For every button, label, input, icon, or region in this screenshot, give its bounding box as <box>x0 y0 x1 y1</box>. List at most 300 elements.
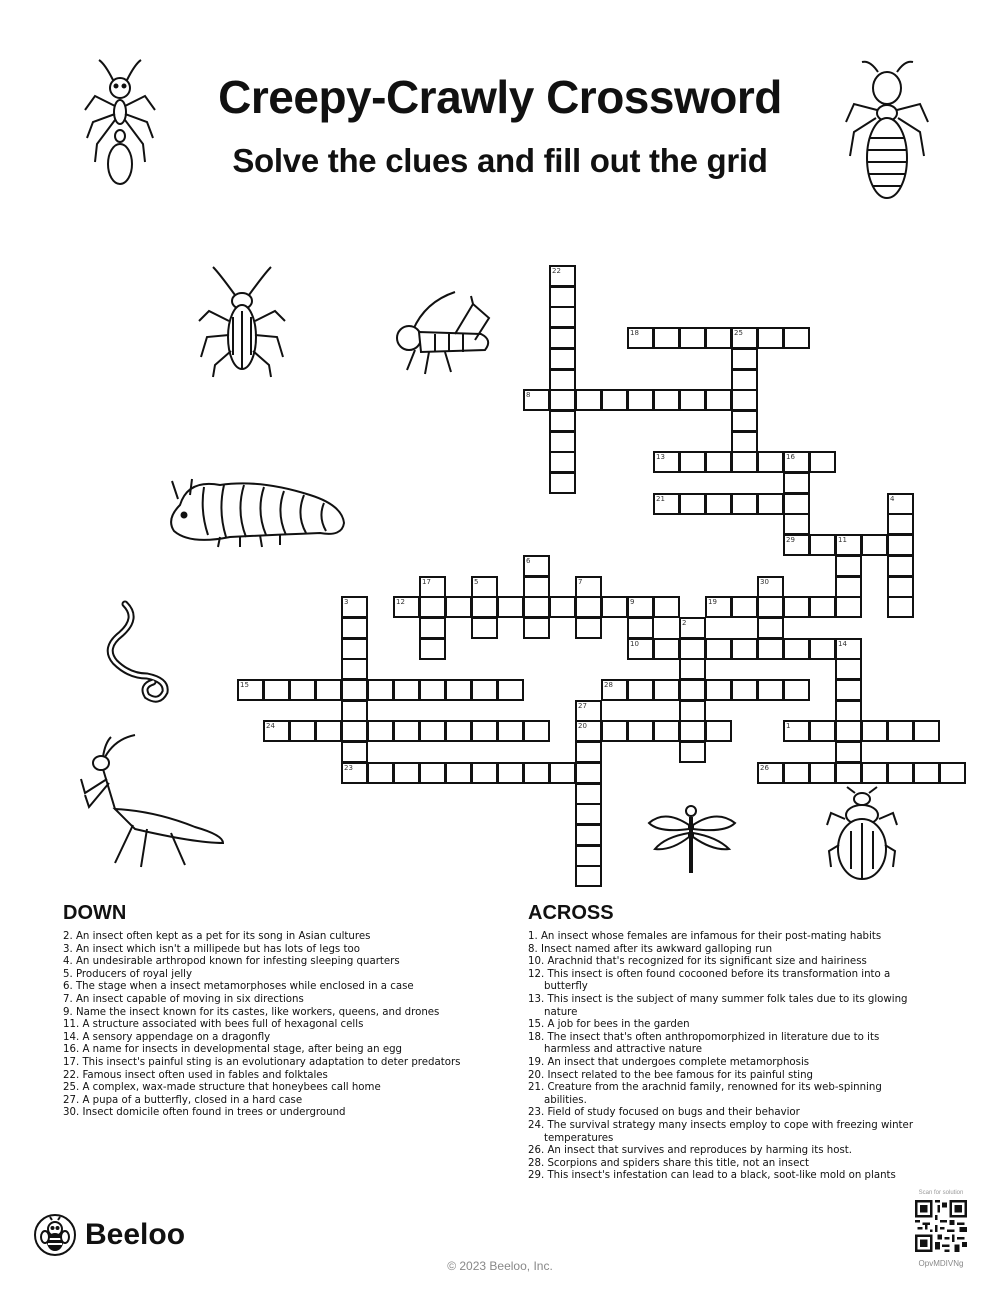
letter-input[interactable] <box>889 600 912 618</box>
letter-input[interactable] <box>473 766 496 784</box>
grid-cell[interactable] <box>471 720 498 742</box>
letter-input[interactable] <box>785 455 808 473</box>
letter-input[interactable] <box>551 600 574 618</box>
grid-cell[interactable] <box>835 638 862 660</box>
grid-cell[interactable] <box>497 596 524 618</box>
grid-cell[interactable] <box>523 576 550 598</box>
grid-cell[interactable] <box>835 741 862 763</box>
grid-cell[interactable] <box>549 451 576 473</box>
letter-input[interactable] <box>369 724 392 742</box>
grid-cell[interactable] <box>627 327 654 349</box>
grid-cell[interactable] <box>575 762 602 784</box>
letter-input[interactable] <box>655 683 678 701</box>
grid-cell[interactable] <box>887 762 914 784</box>
letter-input[interactable] <box>551 331 574 349</box>
letter-input[interactable] <box>629 621 652 639</box>
grid-cell[interactable] <box>679 720 706 742</box>
grid-cell[interactable] <box>705 596 732 618</box>
letter-input[interactable] <box>421 724 444 742</box>
grid-cell[interactable] <box>523 762 550 784</box>
grid-cell[interactable] <box>523 389 550 411</box>
grid-cell[interactable] <box>497 720 524 742</box>
letter-input[interactable] <box>863 538 886 556</box>
grid-cell[interactable] <box>341 658 368 680</box>
grid-cell[interactable] <box>887 493 914 515</box>
grid-cell[interactable] <box>445 596 472 618</box>
solution-qr[interactable] <box>908 1190 974 1268</box>
grid-cell[interactable] <box>263 679 290 701</box>
grid-cell[interactable] <box>419 596 446 618</box>
letter-input[interactable] <box>681 683 704 701</box>
letter-input[interactable] <box>447 683 470 701</box>
letter-input[interactable] <box>655 600 678 618</box>
grid-cell[interactable] <box>861 762 888 784</box>
grid-cell[interactable] <box>731 369 758 391</box>
letter-input[interactable] <box>915 724 938 742</box>
letter-input[interactable] <box>629 600 652 618</box>
grid-cell[interactable] <box>835 576 862 598</box>
letter-input[interactable] <box>707 331 730 349</box>
grid-cell[interactable] <box>289 720 316 742</box>
grid-cell[interactable] <box>757 451 784 473</box>
letter-input[interactable] <box>629 393 652 411</box>
grid-cell[interactable] <box>575 783 602 805</box>
letter-input[interactable] <box>551 393 574 411</box>
grid-cell[interactable] <box>731 431 758 453</box>
grid-cell[interactable] <box>549 348 576 370</box>
letter-input[interactable] <box>733 642 756 660</box>
grid-cell[interactable] <box>601 389 628 411</box>
grid-cell[interactable] <box>783 720 810 742</box>
letter-input[interactable] <box>811 642 834 660</box>
grid-cell[interactable] <box>679 493 706 515</box>
grid-cell[interactable] <box>887 513 914 535</box>
letter-input[interactable] <box>681 662 704 680</box>
brand-logo[interactable] <box>33 1213 185 1257</box>
grid-cell[interactable] <box>835 658 862 680</box>
grid-cell[interactable] <box>757 638 784 660</box>
grid-cell[interactable] <box>575 576 602 598</box>
grid-cell[interactable] <box>679 658 706 680</box>
letter-input[interactable] <box>603 724 626 742</box>
letter-input[interactable] <box>551 766 574 784</box>
grid-cell[interactable] <box>575 845 602 867</box>
grid-cell[interactable] <box>731 327 758 349</box>
grid-cell[interactable] <box>471 596 498 618</box>
grid-cell[interactable] <box>445 679 472 701</box>
letter-input[interactable] <box>785 476 808 494</box>
letter-input[interactable] <box>395 600 418 618</box>
letter-input[interactable] <box>759 683 782 701</box>
letter-input[interactable] <box>577 745 600 763</box>
grid-cell[interactable] <box>471 762 498 784</box>
grid-cell[interactable] <box>627 617 654 639</box>
letter-input[interactable] <box>655 497 678 515</box>
letter-input[interactable] <box>655 393 678 411</box>
letter-input[interactable] <box>291 724 314 742</box>
letter-input[interactable] <box>785 517 808 535</box>
grid-cell[interactable] <box>757 617 784 639</box>
grid-cell[interactable] <box>835 762 862 784</box>
grid-cell[interactable] <box>315 679 342 701</box>
letter-input[interactable] <box>525 724 548 742</box>
grid-cell[interactable] <box>783 638 810 660</box>
letter-input[interactable] <box>577 766 600 784</box>
grid-cell[interactable] <box>341 638 368 660</box>
grid-cell[interactable] <box>627 638 654 660</box>
letter-input[interactable] <box>837 745 860 763</box>
grid-cell[interactable] <box>783 472 810 494</box>
letter-input[interactable] <box>837 600 860 618</box>
letter-input[interactable] <box>603 600 626 618</box>
letter-input[interactable] <box>837 559 860 577</box>
grid-cell[interactable] <box>445 762 472 784</box>
grid-cell[interactable] <box>393 720 420 742</box>
grid-cell[interactable] <box>809 596 836 618</box>
letter-input[interactable] <box>343 724 366 742</box>
grid-cell[interactable] <box>523 555 550 577</box>
grid-cell[interactable] <box>809 762 836 784</box>
grid-cell[interactable] <box>783 513 810 535</box>
grid-cell[interactable] <box>471 617 498 639</box>
grid-cell[interactable] <box>549 596 576 618</box>
grid-cell[interactable] <box>471 576 498 598</box>
grid-cell[interactable] <box>575 389 602 411</box>
grid-cell[interactable] <box>575 617 602 639</box>
letter-input[interactable] <box>343 683 366 701</box>
grid-cell[interactable] <box>679 700 706 722</box>
grid-cell[interactable] <box>549 389 576 411</box>
grid-cell[interactable] <box>731 451 758 473</box>
grid-cell[interactable] <box>341 741 368 763</box>
grid-cell[interactable] <box>913 720 940 742</box>
grid-cell[interactable] <box>783 679 810 701</box>
grid-cell[interactable] <box>679 638 706 660</box>
grid-cell[interactable] <box>679 617 706 639</box>
letter-input[interactable] <box>577 807 600 825</box>
grid-cell[interactable] <box>627 389 654 411</box>
grid-cell[interactable] <box>419 679 446 701</box>
letter-input[interactable] <box>265 724 288 742</box>
letter-input[interactable] <box>889 766 912 784</box>
letter-input[interactable] <box>811 455 834 473</box>
grid-cell[interactable] <box>367 720 394 742</box>
letter-input[interactable] <box>551 269 574 287</box>
letter-input[interactable] <box>421 642 444 660</box>
letter-input[interactable] <box>785 538 808 556</box>
letter-input[interactable] <box>707 724 730 742</box>
letter-input[interactable] <box>369 683 392 701</box>
grid-cell[interactable] <box>393 596 420 618</box>
letter-input[interactable] <box>395 766 418 784</box>
letter-input[interactable] <box>681 497 704 515</box>
letter-input[interactable] <box>551 455 574 473</box>
grid-cell[interactable] <box>731 493 758 515</box>
grid-cell[interactable] <box>705 493 732 515</box>
grid-cell[interactable] <box>549 762 576 784</box>
grid-cell[interactable] <box>835 534 862 556</box>
letter-input[interactable] <box>759 331 782 349</box>
letter-input[interactable] <box>889 538 912 556</box>
letter-input[interactable] <box>551 476 574 494</box>
letter-input[interactable] <box>551 310 574 328</box>
grid-cell[interactable] <box>835 720 862 742</box>
grid-cell[interactable] <box>341 700 368 722</box>
grid-cell[interactable] <box>497 679 524 701</box>
grid-cell[interactable] <box>367 762 394 784</box>
grid-cell[interactable] <box>575 865 602 887</box>
grid-cell[interactable] <box>757 576 784 598</box>
grid-cell[interactable] <box>653 327 680 349</box>
letter-input[interactable] <box>447 600 470 618</box>
letter-input[interactable] <box>681 745 704 763</box>
letter-input[interactable] <box>681 621 704 639</box>
grid-cell[interactable] <box>341 762 368 784</box>
letter-input[interactable] <box>525 621 548 639</box>
grid-cell[interactable] <box>549 286 576 308</box>
letter-input[interactable] <box>915 766 938 784</box>
grid-cell[interactable] <box>341 596 368 618</box>
grid-cell[interactable] <box>653 389 680 411</box>
grid-cell[interactable] <box>705 720 732 742</box>
letter-input[interactable] <box>421 600 444 618</box>
letter-input[interactable] <box>707 642 730 660</box>
grid-cell[interactable] <box>757 327 784 349</box>
grid-cell[interactable] <box>601 596 628 618</box>
grid-cell[interactable] <box>679 741 706 763</box>
letter-input[interactable] <box>785 683 808 701</box>
grid-cell[interactable] <box>809 720 836 742</box>
grid-cell[interactable] <box>419 762 446 784</box>
letter-input[interactable] <box>811 538 834 556</box>
letter-input[interactable] <box>785 642 808 660</box>
letter-input[interactable] <box>577 621 600 639</box>
grid-cell[interactable] <box>263 720 290 742</box>
grid-cell[interactable] <box>783 534 810 556</box>
letter-input[interactable] <box>447 724 470 742</box>
grid-cell[interactable] <box>627 596 654 618</box>
grid-cell[interactable] <box>861 720 888 742</box>
grid-cell[interactable] <box>731 348 758 370</box>
letter-input[interactable] <box>759 621 782 639</box>
letter-input[interactable] <box>941 766 964 784</box>
letter-input[interactable] <box>525 766 548 784</box>
letter-input[interactable] <box>837 766 860 784</box>
letter-input[interactable] <box>707 683 730 701</box>
letter-input[interactable] <box>629 331 652 349</box>
grid-cell[interactable] <box>731 596 758 618</box>
letter-input[interactable] <box>759 455 782 473</box>
letter-input[interactable] <box>837 662 860 680</box>
letter-input[interactable] <box>343 600 366 618</box>
grid-cell[interactable] <box>705 389 732 411</box>
letter-input[interactable] <box>291 683 314 701</box>
grid-cell[interactable] <box>575 803 602 825</box>
grid-cell[interactable] <box>757 762 784 784</box>
grid-cell[interactable] <box>835 596 862 618</box>
letter-input[interactable] <box>733 393 756 411</box>
letter-input[interactable] <box>265 683 288 701</box>
letter-input[interactable] <box>785 766 808 784</box>
letter-input[interactable] <box>577 828 600 846</box>
grid-cell[interactable] <box>523 720 550 742</box>
grid-cell[interactable] <box>731 638 758 660</box>
letter-input[interactable] <box>499 724 522 742</box>
letter-input[interactable] <box>811 724 834 742</box>
letter-input[interactable] <box>629 642 652 660</box>
grid-cell[interactable] <box>419 617 446 639</box>
grid-cell[interactable] <box>783 762 810 784</box>
letter-input[interactable] <box>759 642 782 660</box>
letter-input[interactable] <box>733 455 756 473</box>
letter-input[interactable] <box>707 497 730 515</box>
letter-input[interactable] <box>395 683 418 701</box>
grid-cell[interactable] <box>653 638 680 660</box>
grid-cell[interactable] <box>653 493 680 515</box>
grid-cell[interactable] <box>445 720 472 742</box>
grid-cell[interactable] <box>601 720 628 742</box>
letter-input[interactable] <box>733 683 756 701</box>
letter-input[interactable] <box>473 724 496 742</box>
letter-input[interactable] <box>681 724 704 742</box>
letter-input[interactable] <box>889 517 912 535</box>
letter-input[interactable] <box>369 766 392 784</box>
letter-input[interactable] <box>863 724 886 742</box>
letter-input[interactable] <box>681 455 704 473</box>
grid-cell[interactable] <box>471 679 498 701</box>
letter-input[interactable] <box>707 600 730 618</box>
grid-cell[interactable] <box>315 720 342 742</box>
grid-cell[interactable] <box>705 451 732 473</box>
grid-cell[interactable] <box>705 679 732 701</box>
grid-cell[interactable] <box>809 638 836 660</box>
grid-cell[interactable] <box>653 720 680 742</box>
letter-input[interactable] <box>421 766 444 784</box>
letter-input[interactable] <box>837 683 860 701</box>
grid-cell[interactable] <box>575 700 602 722</box>
grid-cell[interactable] <box>731 679 758 701</box>
letter-input[interactable] <box>317 683 340 701</box>
letter-input[interactable] <box>551 414 574 432</box>
letter-input[interactable] <box>759 497 782 515</box>
letter-input[interactable] <box>577 393 600 411</box>
grid-cell[interactable] <box>679 389 706 411</box>
grid-cell[interactable] <box>627 720 654 742</box>
letter-input[interactable] <box>499 766 522 784</box>
letter-input[interactable] <box>421 683 444 701</box>
letter-input[interactable] <box>499 683 522 701</box>
letter-input[interactable] <box>577 600 600 618</box>
grid-cell[interactable] <box>731 389 758 411</box>
letter-input[interactable] <box>655 724 678 742</box>
letter-input[interactable] <box>421 621 444 639</box>
letter-input[interactable] <box>785 600 808 618</box>
letter-input[interactable] <box>733 414 756 432</box>
grid-cell[interactable] <box>575 741 602 763</box>
grid-cell[interactable] <box>757 679 784 701</box>
grid-cell[interactable] <box>393 679 420 701</box>
grid-cell[interactable] <box>549 265 576 287</box>
grid-cell[interactable] <box>757 596 784 618</box>
grid-cell[interactable] <box>783 327 810 349</box>
letter-input[interactable] <box>473 600 496 618</box>
grid-cell[interactable] <box>783 596 810 618</box>
letter-input[interactable] <box>525 600 548 618</box>
grid-cell[interactable] <box>679 679 706 701</box>
grid-cell[interactable] <box>549 369 576 391</box>
grid-cell[interactable] <box>419 720 446 742</box>
grid-cell[interactable] <box>705 638 732 660</box>
grid-cell[interactable] <box>549 327 576 349</box>
letter-input[interactable] <box>629 724 652 742</box>
letter-input[interactable] <box>525 559 548 577</box>
letter-input[interactable] <box>837 724 860 742</box>
grid-cell[interactable] <box>887 555 914 577</box>
letter-input[interactable] <box>577 869 600 887</box>
letter-input[interactable] <box>707 455 730 473</box>
grid-cell[interactable] <box>601 679 628 701</box>
letter-input[interactable] <box>811 766 834 784</box>
grid-cell[interactable] <box>575 824 602 846</box>
grid-cell[interactable] <box>419 638 446 660</box>
grid-cell[interactable] <box>497 762 524 784</box>
letter-input[interactable] <box>499 600 522 618</box>
grid-cell[interactable] <box>653 451 680 473</box>
letter-input[interactable] <box>603 393 626 411</box>
grid-cell[interactable] <box>549 306 576 328</box>
letter-input[interactable] <box>525 393 548 411</box>
letter-input[interactable] <box>733 352 756 370</box>
letter-input[interactable] <box>863 766 886 784</box>
letter-input[interactable] <box>603 683 626 701</box>
grid-cell[interactable] <box>393 762 420 784</box>
grid-cell[interactable] <box>809 451 836 473</box>
grid-cell[interactable] <box>627 679 654 701</box>
grid-cell[interactable] <box>913 762 940 784</box>
grid-cell[interactable] <box>887 596 914 618</box>
grid-cell[interactable] <box>757 493 784 515</box>
letter-input[interactable] <box>707 393 730 411</box>
grid-cell[interactable] <box>341 679 368 701</box>
grid-cell[interactable] <box>419 576 446 598</box>
grid-cell[interactable] <box>705 327 732 349</box>
letter-input[interactable] <box>681 331 704 349</box>
grid-cell[interactable] <box>653 596 680 618</box>
grid-cell[interactable] <box>783 451 810 473</box>
grid-cell[interactable] <box>887 534 914 556</box>
grid-cell[interactable] <box>575 596 602 618</box>
letter-input[interactable] <box>811 600 834 618</box>
letter-input[interactable] <box>343 745 366 763</box>
grid-cell[interactable] <box>835 700 862 722</box>
letter-input[interactable] <box>655 331 678 349</box>
letter-input[interactable] <box>447 766 470 784</box>
grid-cell[interactable] <box>341 720 368 742</box>
letter-input[interactable] <box>473 683 496 701</box>
letter-input[interactable] <box>343 766 366 784</box>
letter-input[interactable] <box>759 600 782 618</box>
letter-input[interactable] <box>733 600 756 618</box>
letter-input[interactable] <box>889 724 912 742</box>
letter-input[interactable] <box>759 766 782 784</box>
grid-cell[interactable] <box>783 493 810 515</box>
letter-input[interactable] <box>343 621 366 639</box>
grid-cell[interactable] <box>549 410 576 432</box>
letter-input[interactable] <box>681 393 704 411</box>
letter-input[interactable] <box>785 331 808 349</box>
grid-cell[interactable] <box>835 679 862 701</box>
grid-cell[interactable] <box>367 679 394 701</box>
